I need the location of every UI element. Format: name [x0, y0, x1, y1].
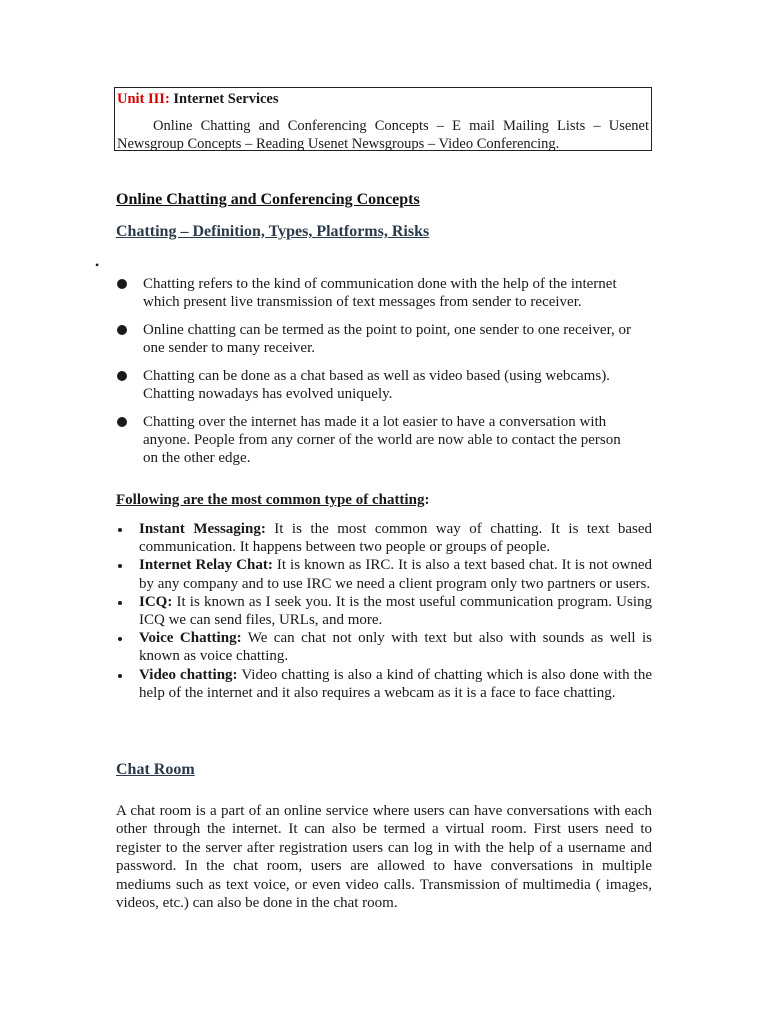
list-item	[116, 321, 636, 357]
list-item-text: Chatting refers to the kind of communication done with the help of the internet which present live transmission of text messages from sender to receiver.	[143, 276, 617, 310]
chat-type-term: Voice Chatting:	[139, 630, 242, 647]
chat-room-heading: Chat Room	[116, 761, 195, 778]
unit-syllabus-box	[114, 87, 652, 151]
bullet-icon	[118, 601, 122, 605]
list-item	[116, 593, 652, 629]
chat-type-desc: It is known as I seek you. It is the most useful communication program. Using ICQ we can send files, URLs, and more.	[139, 593, 652, 629]
list-item	[116, 413, 636, 467]
bullet-icon	[118, 674, 122, 678]
chat-types-heading-text: Following are the most common type of chatting	[116, 492, 425, 508]
chat-type-term: Instant Messaging:	[139, 521, 266, 537]
list-item	[116, 520, 652, 556]
list-item	[116, 556, 652, 592]
list-item	[116, 367, 636, 403]
unit-label: Unit III:	[117, 91, 170, 107]
section-heading-chatting-conferencing: Online Chatting and Conferencing Concepts	[116, 191, 420, 208]
unit-title	[117, 90, 649, 108]
list-item-text: Online chatting can be termed as the point to point, one sender to one receiver, or one sender to many receiver.	[143, 322, 631, 356]
bullet-icon	[117, 325, 127, 335]
chatting-points-list	[116, 275, 636, 477]
list-item	[116, 275, 636, 311]
chat-type-desc: We can chat not only with text but also with sounds as well is known as voice chatting.	[139, 630, 652, 665]
chat-type-term: Internet Relay Chat:	[139, 557, 273, 574]
list-item-text: Chatting can be done as a chat based as well as video based (using webcams). Chatting nowadays has evolved uniquely.	[143, 368, 610, 402]
bullet-icon	[118, 564, 122, 568]
list-item	[116, 666, 652, 702]
chat-types-heading	[116, 492, 429, 509]
chat-type-desc: It is the most common way of chatting. It is text based communication. It happens between two people or groups of people.	[139, 521, 652, 556]
bullet-icon	[117, 279, 127, 289]
chat-type-desc: Video chatting is also a kind of chatting which is also done with the help of the internet and it also requires a webcam as it is a face to face chatting.	[139, 666, 652, 701]
chat-type-term: ICQ:	[139, 593, 173, 610]
chat-type-term: Video chatting:	[139, 666, 238, 683]
chat-types-heading-colon: :	[424, 492, 430, 508]
bullet-icon	[118, 637, 122, 641]
section-heading-chatting-definition: Chatting – Definition, Types, Platforms, Risks	[116, 223, 430, 240]
chat-types-list	[116, 520, 652, 702]
bullet-icon	[117, 417, 127, 427]
bullet-icon	[118, 528, 122, 532]
list-item	[116, 629, 652, 665]
unit-topics: Online Chatting and Conferencing Concepts – E mail Mailing Lists – Usenet Newsgroup Concepts – Reading Usenet Newsgroups – Video Conferencing.	[117, 118, 649, 152]
bullet-icon	[117, 371, 127, 381]
chat-room-paragraph: A chat room is a part of an online service where users can have conversations with each other through the internet. It can also be termed a virtual room. First users need to register to the server after registration users can log in with the help of a username and password. In the chat room, users are allowed to have conversations in multiple mediums such as text voice, or even video calls. Transmission of multimedia ( images, videos, etc.) can also be done in the chat room.	[116, 803, 652, 912]
list-item-text: Chatting over the internet has made it a lot easier to have a conversation with anyone. People from any corner of the world are now able to contact the person on the other edge.	[143, 414, 621, 466]
empty-bullet: •	[95, 258, 100, 272]
unit-name: Internet Services	[173, 91, 279, 107]
chat-type-desc: It is known as IRC. It is also a text based chat. It is not owned by any company and to use IRC we need a client program only two partners or users.	[139, 557, 652, 592]
